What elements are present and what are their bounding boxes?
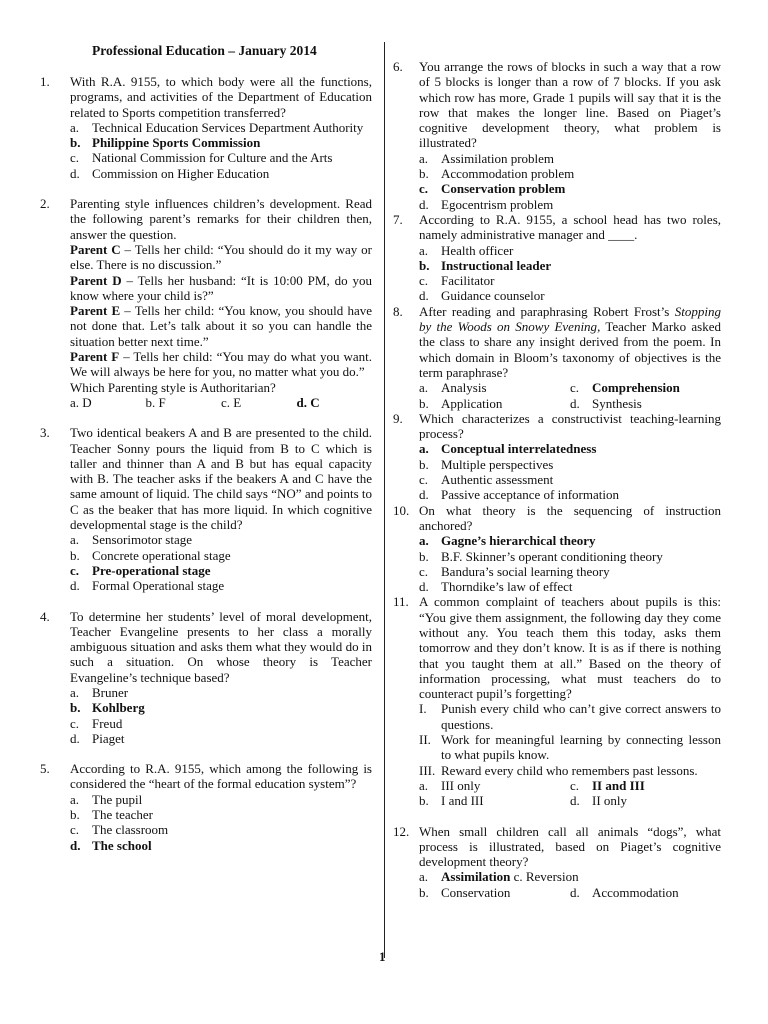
option-row <box>419 396 721 411</box>
option-b: b. Instructional leader <box>419 257 552 273</box>
question-4 <box>40 609 372 747</box>
question-stem: When small children call all animals “dogs”, what process is illustrated, based on Piaget’s cognitive development theory? <box>419 823 721 870</box>
column-divider <box>384 42 385 958</box>
option-row <box>419 885 721 900</box>
question-stem: Two identical beakers A and B are presented to the child. Teacher Sonny pours the liquid from B to C which is taller and thinner than A and B but has equal capacity with B. The teacher asks if the beakers A and C have the same amount of liquid. The child says “NO” and points to C as the beaker that has more liquid. In which cognitive developmental stage is the child? <box>70 425 372 533</box>
question-number: 4. <box>40 608 50 624</box>
dialogue-parent-e: Parent E – Tells her child: “You know, you should have not done that. Let’s talk about it so you can handle the situation better next time.” <box>70 303 372 349</box>
option-c: c. Facilitator <box>419 273 495 289</box>
question-stem: With R.A. 9155, to which body were all the functions, programs, and activities of the Department of Education related to Sports competition transferred? <box>70 74 372 120</box>
option-d: d. C <box>296 394 320 410</box>
question-number: 2. <box>40 196 50 212</box>
option-d: d. Passive acceptance of information <box>419 487 619 503</box>
option-a: a. Gagne’s hierarchical theory <box>419 533 596 549</box>
option-d: d. II only <box>570 793 628 809</box>
option-c: c. National Commission for Culture and the Arts <box>70 150 333 166</box>
option-a: a. Assimilation c. Reversion <box>419 869 579 885</box>
question-number: 9. <box>393 410 403 426</box>
question-number: 12. <box>393 823 410 839</box>
option-a: a. Technical Education Services Department Authority <box>70 119 364 135</box>
option-b: b. Application <box>419 395 503 411</box>
option-c: c. Freud <box>70 715 123 731</box>
question-stem: According to R.A. 9155, a school head has two roles, namely administrative manager and ____. <box>419 211 721 243</box>
option-a: a. Health officer <box>419 242 514 258</box>
question-stem: To determine her students’ level of moral development, Teacher Evangeline presents to her class a morally ambiguous situation and asks them what they would do in such a situation. On whose theory is Teacher Evangeline’s technique based? <box>70 608 372 685</box>
option-row <box>419 778 721 793</box>
question-7 <box>393 212 721 304</box>
statement-iii: III. Reward every child who remembers past lessons. <box>419 762 698 778</box>
option-b: b. The teacher <box>70 807 153 823</box>
option-b: b. I and III <box>419 793 484 809</box>
left-column <box>40 74 372 853</box>
option-d: d. Guidance counselor <box>419 288 545 304</box>
question-stem: On what theory is the sequencing of instruction anchored? <box>419 502 721 533</box>
option-c: c. E <box>221 394 242 410</box>
page-number: 1 <box>379 949 386 964</box>
option-b: b. Philippine Sports Commission <box>70 135 261 151</box>
option-d: d. Commission on Higher Education <box>70 165 270 181</box>
option-c: c. Conservation problem <box>419 181 566 197</box>
statement-ii: II. Work for meaningful learning by connecting lesson to what pupils know. <box>419 732 721 763</box>
question-stem: You arrange the rows of blocks in such a way that a row of 5 blocks is longer than a row of 7 blocks. If you ask which row has more, Grade 1 pupils will say that it is the row that makes the longer line. Based on Piaget’s cognitive development theory, what problem is illustrated? <box>419 59 721 151</box>
question-number: 1. <box>40 74 50 89</box>
option-a: a. Bruner <box>70 684 129 700</box>
option-row <box>419 793 721 808</box>
option-d: d. Egocentrism problem <box>419 196 554 212</box>
right-column <box>393 59 721 900</box>
question-prompt: Which Parenting style is Authoritarian? <box>70 379 276 395</box>
poem-title: Stopping by the Woods on Snowy Evening <box>419 303 721 335</box>
page-title: Professional Education – January 2014 <box>92 43 317 58</box>
question-stem: According to R.A. 9155, which among the following is considered the “heart of the formal education system”? <box>70 761 372 792</box>
question-8 <box>393 304 721 411</box>
question-12 <box>393 824 721 900</box>
option-b: b. Kohlberg <box>70 700 145 716</box>
dialogue-parent-c: Parent C – Tells her child: “You should do it my way or else. There is no discussion.” <box>70 241 372 273</box>
option-d: d. The school <box>70 837 152 853</box>
question-number: 8. <box>393 303 403 319</box>
option-c: c. Comprehension <box>570 380 680 396</box>
question-number: 5. <box>40 761 50 777</box>
question-number: 11. <box>393 594 409 610</box>
dialogue-parent-f: Parent F – Tells her child: “You may do what you want. We will always be here for you, no matter what you do.” <box>70 349 372 380</box>
question-stem: After reading and paraphrasing Robert Frost’s Stopping by the Woods on Snowy Evening, Teacher Marko asked the class to share any insight derived from the poem. In which domain in Bloom’s taxonomy of objectives is the term paraphrase? <box>419 303 721 380</box>
inline-options <box>70 395 372 410</box>
option-b: b. Concrete operational stage <box>70 547 231 563</box>
option-row <box>419 380 721 395</box>
option-b: b. Conservation <box>419 884 511 900</box>
option-d: d. Piaget <box>70 730 125 746</box>
option-a: a. D <box>70 394 92 410</box>
option-a: a. Conceptual interrelatedness <box>419 441 597 457</box>
option-b: b. B.F. Skinner’s operant conditioning theory <box>419 548 663 564</box>
option-row <box>419 869 721 884</box>
question-stem: Which characterizes a constructivist teaching-learning process? <box>419 410 721 442</box>
question-5 <box>40 761 372 853</box>
option-b: b. F <box>145 394 166 410</box>
option-a: a. III only <box>419 777 481 793</box>
option-b: b. Accommodation problem <box>419 166 575 182</box>
dialogue-parent-d: Parent D – Tells her husband: “It is 10:00 PM, do you know where your child is?” <box>70 272 372 303</box>
option-d: d. Formal Operational stage <box>70 578 225 594</box>
question-stem: Parenting style influences children’s development. Read the following parent’s remarks for their children then, answer the question. <box>70 196 372 242</box>
option-a: a. Analysis <box>419 380 487 396</box>
question-6 <box>393 59 721 212</box>
option-d: d. Thorndike’s law of effect <box>419 579 573 595</box>
question-11 <box>393 594 721 808</box>
question-1 <box>40 74 372 181</box>
question-9 <box>393 411 721 503</box>
option-c: c. Pre-operational stage <box>70 562 211 578</box>
option-d: d. Synthesis <box>570 395 642 411</box>
option-c: c. II and III <box>570 777 645 793</box>
question-number: 3. <box>40 425 50 441</box>
question-stem: A common complaint of teachers about pupils is this: “You give them assignment, the following day they come without any. You teach them this today, asks them tomorrow and they don’t know. It is as if there is nothing that you taught them at all.” Based on the theory of information processing, what must teachers do to counteract pupil’s forgetting? <box>419 594 721 702</box>
question-number: 10. <box>393 502 410 518</box>
statement-i: I. Punish every child who can’t give correct answers to questions. <box>419 701 721 732</box>
option-d: d. Accommodation <box>570 884 679 900</box>
question-10 <box>393 503 721 595</box>
question-number: 6. <box>393 59 403 74</box>
option-b: b. Multiple perspectives <box>419 456 554 472</box>
option-a: a. The pupil <box>70 791 143 807</box>
question-2 <box>40 196 372 410</box>
option-c: c. Bandura’s social learning theory <box>419 563 610 579</box>
option-c: c. Authentic assessment <box>419 472 554 488</box>
option-a: a. Assimilation problem <box>419 150 555 166</box>
option-c: c. The classroom <box>70 822 169 838</box>
question-3 <box>40 425 372 593</box>
option-c: c. Reversion <box>510 869 579 885</box>
option-a: a. Sensorimotor stage <box>70 532 193 548</box>
question-number: 7. <box>393 211 403 227</box>
